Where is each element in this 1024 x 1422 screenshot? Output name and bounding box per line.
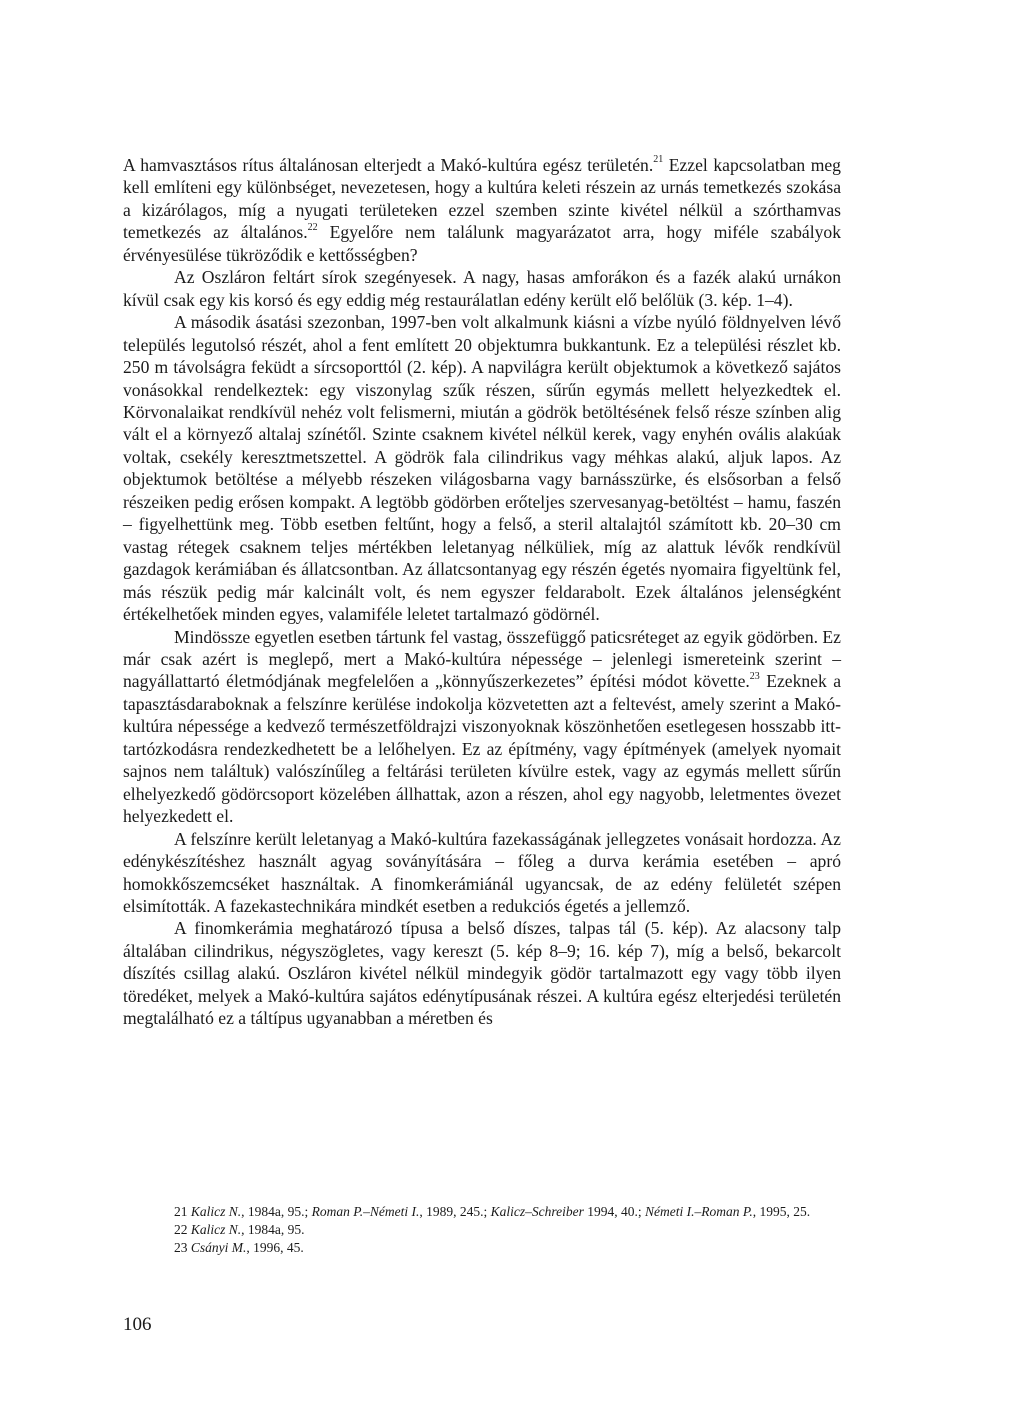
footnote-author: Csányi M.: [190, 1239, 247, 1255]
footnote-citation: , 1996, 45.: [246, 1239, 304, 1255]
footnote-citation: , 1984a, 95.;: [241, 1204, 312, 1219]
paragraph: [123, 828, 841, 918]
footnote-author: Kalicz–Schreiber: [490, 1204, 584, 1219]
footnote-number: 23: [174, 1239, 188, 1255]
main-text: [123, 154, 841, 1030]
footnote: [123, 1221, 841, 1239]
footnote-number: 21: [174, 1204, 188, 1219]
footnote-citation: , 1984a, 95.: [241, 1221, 305, 1237]
paragraph: [123, 266, 841, 311]
footnotes: [123, 1203, 841, 1256]
footnote-author: Kalicz N.: [190, 1221, 242, 1237]
footnote-citation: , 1989, 245.;: [419, 1204, 491, 1219]
footnote: [123, 1203, 841, 1221]
footnote-reference: 23: [749, 670, 760, 682]
footnote-author: Kalicz N.: [190, 1204, 242, 1219]
paragraph-text: A második ásatási szezonban, 1997-ben volt alkalmunk kiásni a vízbe nyúló földnyelven lévő település legutolsó részét, ahol a fent említett 20 objektumra bukkantunk. Ez a települési részlet kb. 250 m távolságra feküdt a sírcsoporttól (2. kép). A napvilágra került objektumok a következő sajátos vonásokkal rendelkeztek: egy viszonylag szűk részen, sűrűn egymás mellett helyezkedtek el. Körvonalaikat rendkívül nehéz volt felismerni, miután a gödrök betöltésének felső része színben alig vált el a környező altalaj színétől. Szinte csaknem kivétel nélkül kerek, vagy enyhén ovális alakúak voltak, csekély keresztmetszettel. A gödrök fala cilindrikus vagy méhkas alakú, aljuk lapos. Az objektumok betöltése a mélyebb részeken világosbarna vagy barnásszürke, és elsősorban a felső részeiken pedig erősen kompakt. A legtöbb gödörben erőteljes szervesanyag-betöltést – hamu, faszén – figyelhettünk meg. Több esetben feltűnt, hogy a felső, a steril altalajtól számított kb. 20–30 cm vastag rétegek csaknem teljes mértékben leletanyag nélküliek, míg az alattuk lévők rendkívül gazdagok kerámiában és állatcsontban. Az állatcsontanyag egy részén égetés nyomaira figyeltünk fel, más részük pedig már kalcinált volt, és nem egyszer feldarabolt. Ezek általános jelenségként értékelhetőek minden egyes, valamiféle leletet tartalmazó gödörnél.: [123, 312, 841, 625]
paragraph-text: Ezzel kapcsolatban meg kell említeni egy különbséget, nevezetesen, hogy a kultúra keleti részein az urnás temetkezés szokása a kizárólagos, míg a nyugati területeken ezzel szemben szinte kivétel nélkül a szórthamvas temetkezés az általános.: [123, 155, 841, 243]
footnote-reference: 22: [307, 221, 318, 233]
footnote-citation: 1994, 40.;: [583, 1204, 646, 1219]
page-number: 106: [123, 1314, 152, 1335]
footnote-reference: 21: [653, 154, 664, 166]
paragraph: [123, 917, 841, 1029]
paragraph-text: A hamvasztásos rítus általánosan elterjedt a Makó-kultúra egész területén.: [123, 155, 654, 175]
paragraph-text: A finomkerámia meghatározó típusa a belső díszes, talpas tál (5. kép). Az alacsony talp általában cilindrikus, négyszögletes, vagy kereszt (5. kép 8–9; 16. kép 7), míg a belső, bekarcolt díszítés csillag alakú. Oszláron kivétel nélkül mindegyik gödör tartalmazott egy vagy több ilyen töredéket, melyek a Makó-kultúra sajátos edénytípusának részei. A kultúra egész elterjedési területén megtalálható ez a táltípus ugyanabban a méretben és: [123, 918, 841, 1029]
footnote: [123, 1239, 841, 1257]
paragraph-text: Egyelőre nem találunk magyarázatot arra, hogy miféle szabályok érvényesülése tükröződik e kettősségben?: [123, 222, 841, 265]
paragraph-text: A felszínre került leletanyag a Makó-kultúra fazekasságának jellegzetes vonásait hordozza. Az edénykészítéshez használt agyag soványítására – főleg a durva kerámia esetében – apró homokkőszemcséket használtak. A finomkerámiánál ugyancsak, de az edény felületét szépen elsimították. A fazekastechnikára mindkét esetben a redukciós égetés a jellemző.: [123, 828, 841, 916]
paragraph-text: Mindössze egyetlen esetben tártunk fel vastag, összefüggő paticsréteget az egyik gödörben. Ez már csak azért is meglepő, mert a Makó-kultúra népessége – jelenlegi ismereteink szerint – nagyállattartó életmódjának megfelelően a „könnyűszerkezetes” építési módot követte.: [123, 626, 841, 692]
footnote-citation: , 1995, 25.: [752, 1204, 811, 1219]
paragraph: [123, 626, 841, 828]
paragraph-text: Az Oszláron feltárt sírok szegényesek. A nagy, hasas amforákon és a fazék alakú urnákon kívül csak egy kis korsó és egy eddig még restaurálatlan edény került elő belőlük (3. kép. 1–4).: [123, 267, 841, 310]
paragraph-text: Ezeknek a tapasztásdaraboknak a felszínre kerülése indokolja közvetetten azt a feltevést, amely szerint a Makó-kultúra népessége a kedvező természetföldrajzi viszonyoknak köszönhetően esetlegesen hosszabb itt-tartózkodásra rendezkedhetett be a lelőhelyen. Ez az építmény, vagy építmények (amelyek nyomait sajnos nem találtuk) valószínűleg a feltárási területen kívülre estek, vagy az egymás mellett sűrűn elhelyezkedő gödörcsoport közelében állhattak, azon a részen, ahol egy nagyobb, leletmentes övezet helyezkedett el.: [123, 671, 842, 827]
paragraph: [123, 154, 841, 266]
footnote-number: 22: [174, 1221, 188, 1237]
paragraph: [123, 311, 841, 625]
footnote-author: Németi I.–Roman P.: [645, 1204, 753, 1219]
footnote-author: Roman P.–Németi I.: [311, 1204, 420, 1219]
